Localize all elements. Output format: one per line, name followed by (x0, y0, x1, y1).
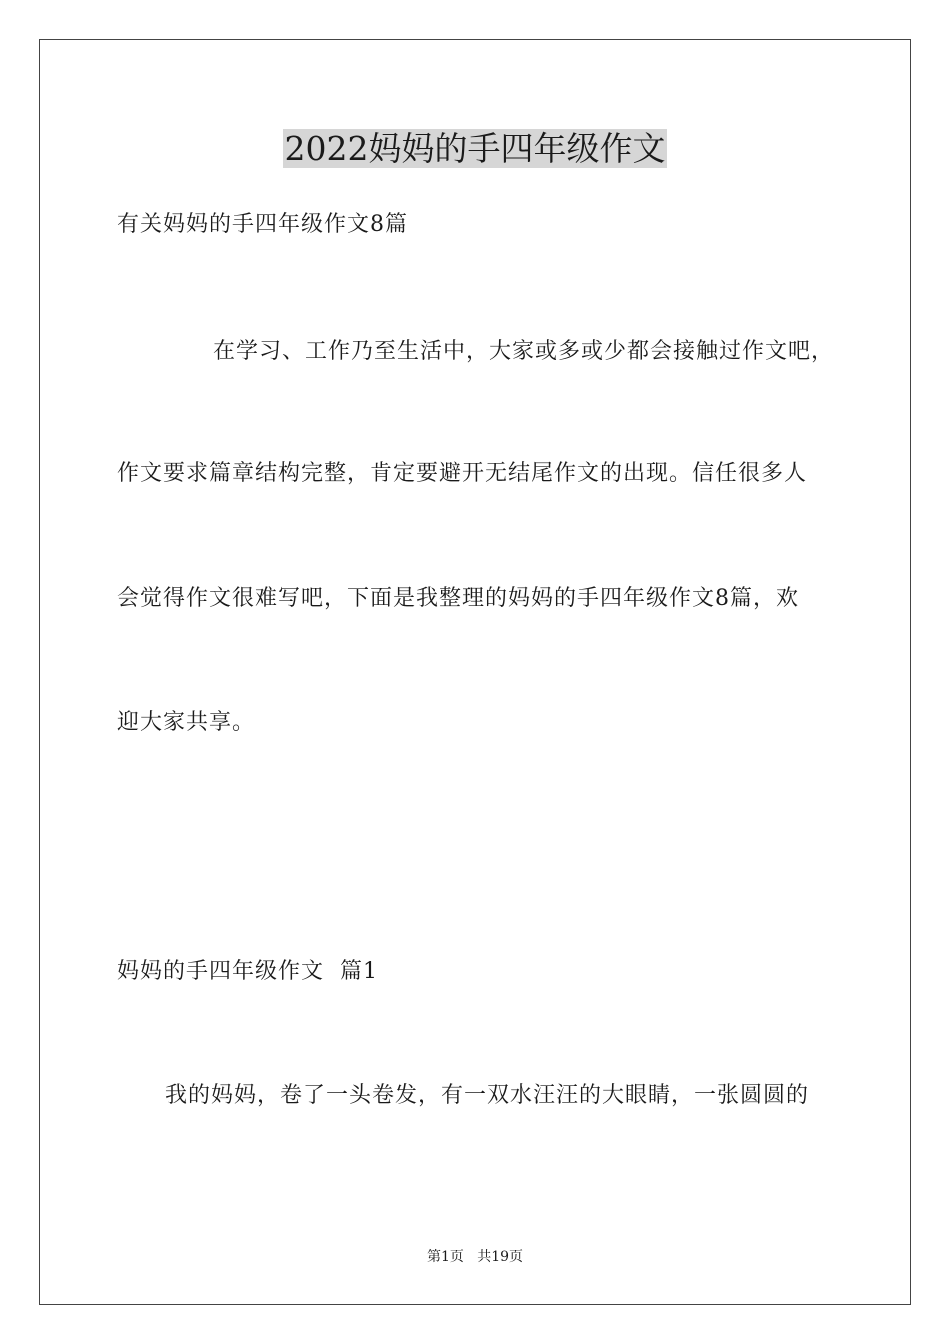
document-title-text: 2022妈妈的手四年级作文 (284, 129, 666, 168)
document-title (0, 128, 950, 170)
page-number-footer: 第1页 共19页 (426, 1249, 524, 1265)
section-paragraph-line: 我的妈妈，卷了一头卷发，有一双水汪汪的大眼睛，一张圆圆的 (165, 1083, 810, 1108)
intro-line-4: 迎大家共享。 (117, 710, 256, 735)
intro-line-3: 会觉得作文很难写吧，下面是我整理的妈妈的手四年级作文8篇，欢 (117, 586, 799, 611)
document-subtitle: 有关妈妈的手四年级作文8篇 (117, 212, 408, 237)
section-heading: 妈妈的手四年级作文 篇1 (117, 959, 378, 984)
intro-line-2: 作文要求篇章结构完整，肯定要避开无结尾作文的出现。信任很多人 (117, 461, 808, 486)
intro-line-1: 在学习、工作乃至生活中，大家或多或少都会接触过作文吧， (213, 339, 835, 364)
